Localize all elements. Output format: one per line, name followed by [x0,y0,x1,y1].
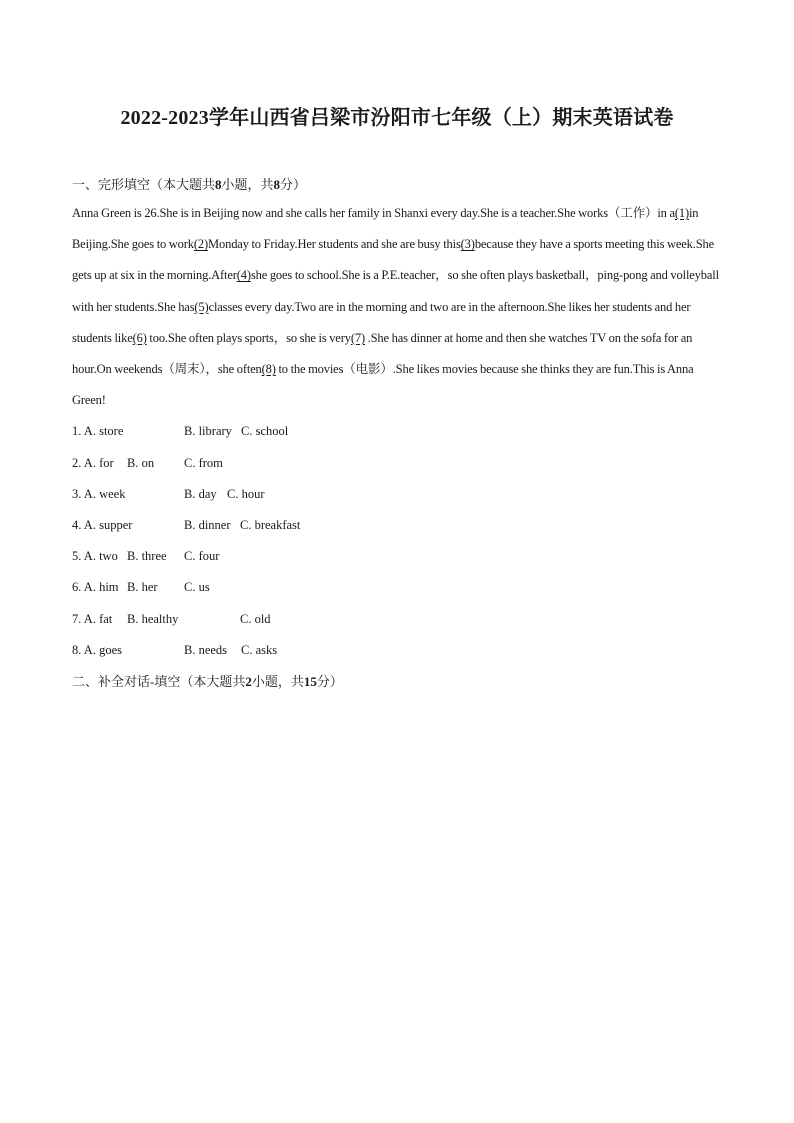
option-c: C. asks [241,642,278,657]
exam-content [72,174,726,706]
option-c: C. from [184,455,223,470]
section-2-points: 15 [303,673,317,689]
passage-text-4: because they have a sports meeting this week.She gets up at six in the morning.After [72,237,715,283]
option-a: 5. A. two [72,549,118,564]
option-a: 2. A. for [72,455,114,470]
option-a: 8. A. goes [72,642,122,657]
section-1-heading-mid: 小题，共 [221,177,274,192]
option-row [72,541,726,572]
option-a: 4. A. supper [72,517,133,532]
option-b: B. healthy [127,611,179,626]
passage-text-6: classes every day.Two are in the morning and two are in the afternoon.She likes her students and her students like [72,299,691,345]
option-b: B. library [184,424,232,439]
blank-3: (3) [460,237,475,252]
option-b: B. three [127,549,167,564]
passage-text-7: too.She often plays sports，so she is very [146,330,351,345]
option-a: 6. A. him [72,580,119,595]
answer-options [72,416,726,666]
option-row [72,604,726,635]
exam-title: 2022-2023学年山西省吕梁市汾阳市七年级（上）期末英语试卷 [120,107,674,129]
option-b: B. needs [184,642,228,657]
option-a: 7. A. fat [72,611,113,626]
option-row [72,416,726,447]
option-row [72,572,726,603]
blank-2: (2) [193,237,209,252]
option-c: C. school [241,424,289,439]
section-1-points: 8 [273,177,281,192]
option-row [72,479,726,510]
passage-text-8: .She has dinner at home and then she watches TV on the sofa for an hour.On weekends（周末），she often [72,330,693,377]
option-b: B. day [184,486,217,501]
passage-text-3: Monday to Friday.Her students and she are busy this [208,237,461,252]
passage-text-2: in Beijing.She goes to work [72,206,699,252]
section-2-heading-suffix: 分） [316,673,343,689]
section-1-heading [72,174,726,196]
blank-4: (4) [236,268,251,283]
passage-text-9: to the movies（电影）.She likes movies because she thinks they are fun.This is Anna Green! [72,362,694,408]
option-c: C. four [184,549,220,564]
passage-text-1: Anna Green is 26.She is in Beijing now and she calls her family in Shanxi every day.She is a teacher.She works（工作）in a [72,206,675,220]
option-c: C. old [240,611,271,626]
blank-5: (5) [194,299,209,314]
blank-1: (1) [674,206,689,220]
section-2-heading-mid: 小题，共 [251,673,304,689]
cloze-passage [72,198,726,416]
option-a: 1. A. store [72,424,124,439]
blank-6: (6) [132,330,147,345]
section-1-count: 8 [215,177,222,192]
blank-8: (8) [261,362,276,377]
section-1-heading-prefix: 一、完形填空（本大题共 [72,177,216,192]
option-b: B. on [127,455,155,470]
option-row [72,448,726,479]
option-c: C. breakfast [240,517,301,532]
option-b: B. dinner [184,517,231,532]
section-1-heading-suffix: 分） [280,177,307,192]
option-a: 3. A. week [72,486,126,501]
option-c: C. hour [227,486,265,501]
option-b: B. her [127,580,158,595]
option-row [72,635,726,666]
blank-7: (7) [350,330,365,345]
option-c: C. us [184,580,210,595]
passage-text-5: she goes to school.She is a P.E.teacher，so she often plays basketball，ping-pong and volleyball with her students.She has [72,268,719,314]
option-row [72,510,726,541]
section-2-heading [72,666,726,697]
section-2-heading-prefix: 二、补全对话-填空（本大题共 [72,673,246,689]
section-2-count: 2 [245,673,252,689]
